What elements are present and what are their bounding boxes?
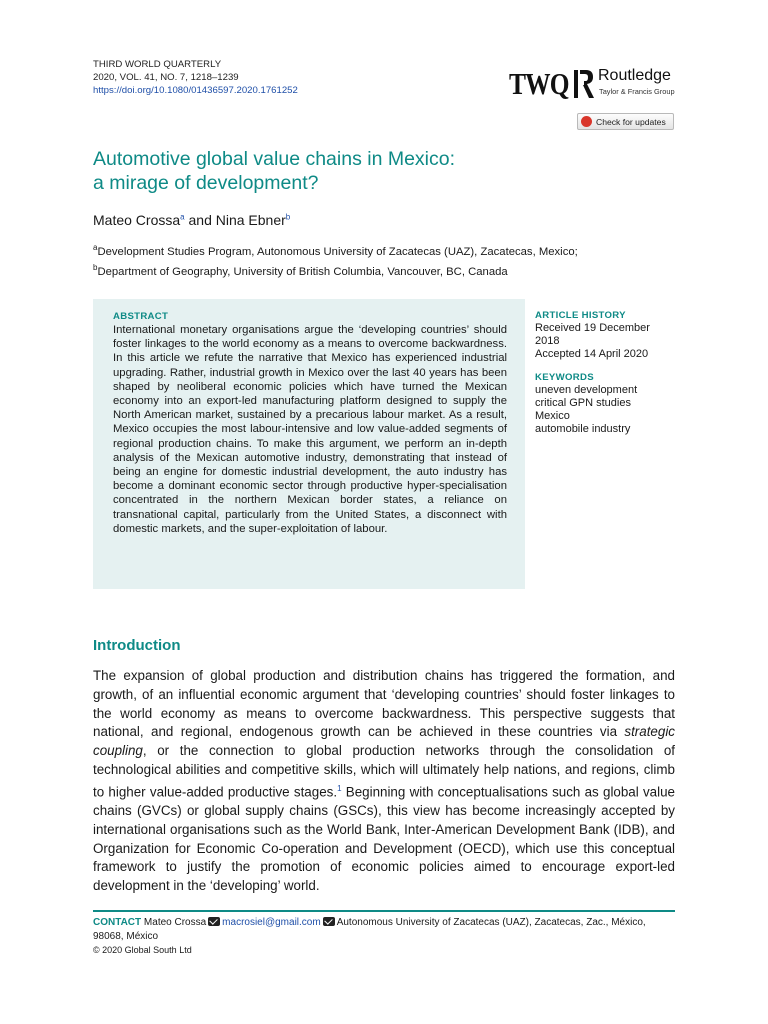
received-date: Received 19 December 2018 xyxy=(535,322,650,347)
author-connector: and xyxy=(188,212,212,228)
check-for-updates-label: Check for updates xyxy=(596,116,666,127)
author-1-affil-mark[interactable]: a xyxy=(180,212,185,222)
twq-logo: TWQ xyxy=(509,66,569,101)
accepted-date: Accepted 14 April 2020 xyxy=(535,348,649,360)
copyright: © 2020 Global South Ltd xyxy=(93,945,192,955)
article-title xyxy=(93,147,653,195)
section-heading-introduction: Introduction xyxy=(93,637,181,654)
footnote-ref[interactable]: 1 xyxy=(337,783,342,793)
author-2-affil-mark[interactable]: b xyxy=(285,212,291,222)
contact-info xyxy=(93,916,677,943)
contact-address: Autonomous University of Zacatecas (UAZ), Zacatecas, Zac., México, 98068, México xyxy=(93,917,646,942)
contact-name: Mateo Crossa xyxy=(143,917,207,928)
keyword-item[interactable]: critical GPN studies xyxy=(535,397,631,409)
author-list xyxy=(93,212,290,228)
publisher-subtitle: Taylor & Francis Group xyxy=(599,87,675,96)
doi-link[interactable]: https://doi.org/10.1080/01436597.2020.1761252 xyxy=(93,85,298,96)
title-line-1: Automotive global value chains in Mexico: xyxy=(93,148,456,170)
routledge-logo-icon xyxy=(573,68,595,100)
check-for-updates-button[interactable] xyxy=(577,113,674,130)
affiliation-a: $^a$Development Studies Program, Autonomous University of Zacatecas (UAZ), Zacatecas, Mexico; xyxy=(93,243,578,258)
article-history-heading: ARTICLE HISTORY xyxy=(535,310,626,321)
introduction-paragraph: The expansion of global production and distribution chains has triggered the formation, and growth, of an influential economic argument that ‘developing countries’ should foster linkages to the world economy as means to overcome backwardness. This perspective suggests that national, and regional, endogenous growth can be achieved in these countries via strategic coupling, or the connection to global production networks through the consolidation of technological abilities and competitive skills, which will ultimately help nations, and regions, climb to higher value-added productive stages.$^1$ Beginning with conceptualisations such as global value chains (GVCs) or global supply chains (GSCs), this view has become increasingly accepted by international organisations such as the World Bank, Inter-American Development Bank (IDB), and Organization for Economic Co-operation and Development (OECD), which use this conceptual framework to justify the promotion of economic policies aimed to encourage export-led development in the ‘developing’ world. xyxy=(93,668,675,894)
abstract-heading: ABSTRACT xyxy=(113,311,169,322)
keyword-item[interactable]: uneven development xyxy=(535,384,638,396)
keywords-heading: KEYWORDS xyxy=(535,372,594,383)
author-2: Nina Ebner xyxy=(215,212,286,228)
update-badge-icon xyxy=(581,116,592,127)
keyword-item[interactable]: Mexico xyxy=(535,410,570,422)
keyword-item[interactable]: automobile industry xyxy=(535,423,631,435)
affiliations xyxy=(93,240,578,280)
footer-divider xyxy=(93,910,675,912)
contact-heading: CONTACT xyxy=(93,917,142,928)
title-line-2: a mirage of development? xyxy=(93,172,319,194)
affiliation-b: $^b$Department of Geography, University of British Columbia, Vancouver, BC, Canada xyxy=(93,262,508,278)
address-icon xyxy=(323,917,335,926)
journal-citation: 2020, VOL. 41, NO. 7, 1218–1239 xyxy=(93,72,239,83)
journal-name: THIRD WORLD QUARTERLY xyxy=(93,59,222,70)
journal-header xyxy=(93,58,298,97)
publisher-name: Routledge xyxy=(598,67,671,84)
abstract-text: International monetary organisations argue the ‘developing countries’ should foster linkages to the world economy as a means to overcome backwardness. In this article we refute the narrative that Mexico has experienced industrial upgrading. Rather, industrial growth in Mexico over the last 40 years has been shaped by neoliberal economic policies which have turned the Mexican economy into an export-led manufacturing platform designed to supply the North American market, sustained by a precarious labour market. As a result, Mexico occupies the most labour-intensive and low value-added segments of regional production chains. To make this argument, we perform an in-depth analysis of the Mexican automotive industry, demonstrating that instead of being an engine for domestic industrial development, the auto industry has become a dominant economic sector through productive hyper-specialisation concentrated in the northern Mexican border states, a reliance on transnational capital, particularly from the United States, a disconnect with domestic markets, and the super-exploitation of labour. xyxy=(113,324,507,535)
author-1: Mateo Crossa xyxy=(93,212,181,228)
contact-email[interactable]: macrosiel@gmail.com xyxy=(222,917,321,928)
email-icon xyxy=(208,917,220,926)
